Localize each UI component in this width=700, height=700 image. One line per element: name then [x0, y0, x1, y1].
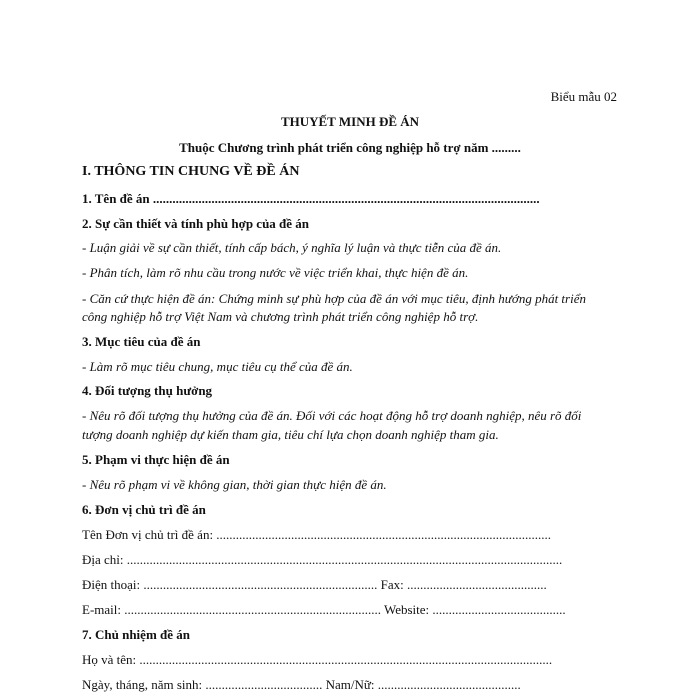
sec3-heading: 3. Mục tiêu của đề án — [82, 334, 201, 349]
address-field[interactable]: Địa chỉ: ...................................................................................................................................... — [82, 552, 563, 567]
sec2-item1: - Luận giải về sự cần thiết, tính cấp bách, ý nghĩa lý luận và thực tiễn của đề án. — [82, 240, 502, 255]
phone-fax-field[interactable]: Điện thoại: ........................................................................ Fax: ........................................... — [82, 577, 547, 592]
sec5-item1: - Nêu rõ phạm vi về không gian, thời gian thực hiện đề án. — [82, 477, 387, 492]
sec2-item2: - Phân tích, làm rõ nhu cầu trong nước về việc triển khai, thực hiện đề án. — [82, 265, 469, 280]
sec4-item1-line1: - Nêu rõ đối tượng thụ hưởng của đề án. Đối với các hoạt động hỗ trợ doanh nghiệp, nêu rõ đối — [82, 408, 582, 423]
document-title: THUYẾT MINH ĐỀ ÁN — [280, 114, 420, 129]
org-name-field[interactable]: Tên Đơn vị chủ trì đề án: ....................................................................................................... — [82, 527, 552, 542]
email-website-field[interactable]: E-mail: ............................................................................... Website: ......................................... — [82, 602, 566, 617]
sec2-item3-line2: công nghiệp hỗ trợ Việt Nam và chương trình phát triển công nghiệp hỗ trợ. — [82, 309, 479, 324]
form-code: Biểu mẫu 02 — [550, 89, 617, 104]
document-subtitle: Thuộc Chương trình phát triển công nghiệp hỗ trợ năm ......... — [179, 140, 521, 155]
part1-heading: I. THÔNG TIN CHUNG VỀ ĐỀ ÁN — [82, 164, 300, 179]
sec6-heading: 6. Đơn vị chủ trì đề án — [82, 502, 206, 517]
sec3-item1: - Làm rõ mục tiêu chung, mục tiêu cụ thể của đề án. — [82, 359, 353, 374]
sec2-item3-line1: - Căn cứ thực hiện đề án: Chứng minh sự phù hợp của đề án với mục tiêu, định hướng phát triển — [82, 291, 586, 306]
sec2-heading: 2. Sự cần thiết và tính phù hợp của đề án — [82, 216, 310, 231]
sec7-heading: 7. Chủ nhiệm đề án — [82, 627, 190, 642]
dob-gender-field[interactable]: Ngày, tháng, năm sinh: .................................... Nam/Nữ: ............................................ — [82, 677, 521, 692]
sec4-heading: 4. Đối tượng thụ hưởng — [82, 383, 213, 398]
full-name-field[interactable]: Họ và tên: ............................................................................................................................... — [82, 652, 553, 667]
sec5-heading: 5. Phạm vi thực hiện đề án — [82, 452, 230, 467]
sec1-heading: 1. Tên đề án ....................................................................................................................... — [82, 191, 540, 206]
sec4-item1-line2: tượng doanh nghiệp dự kiến tham gia, tiêu chí lựa chọn doanh nghiệp tham gia. — [82, 427, 499, 442]
